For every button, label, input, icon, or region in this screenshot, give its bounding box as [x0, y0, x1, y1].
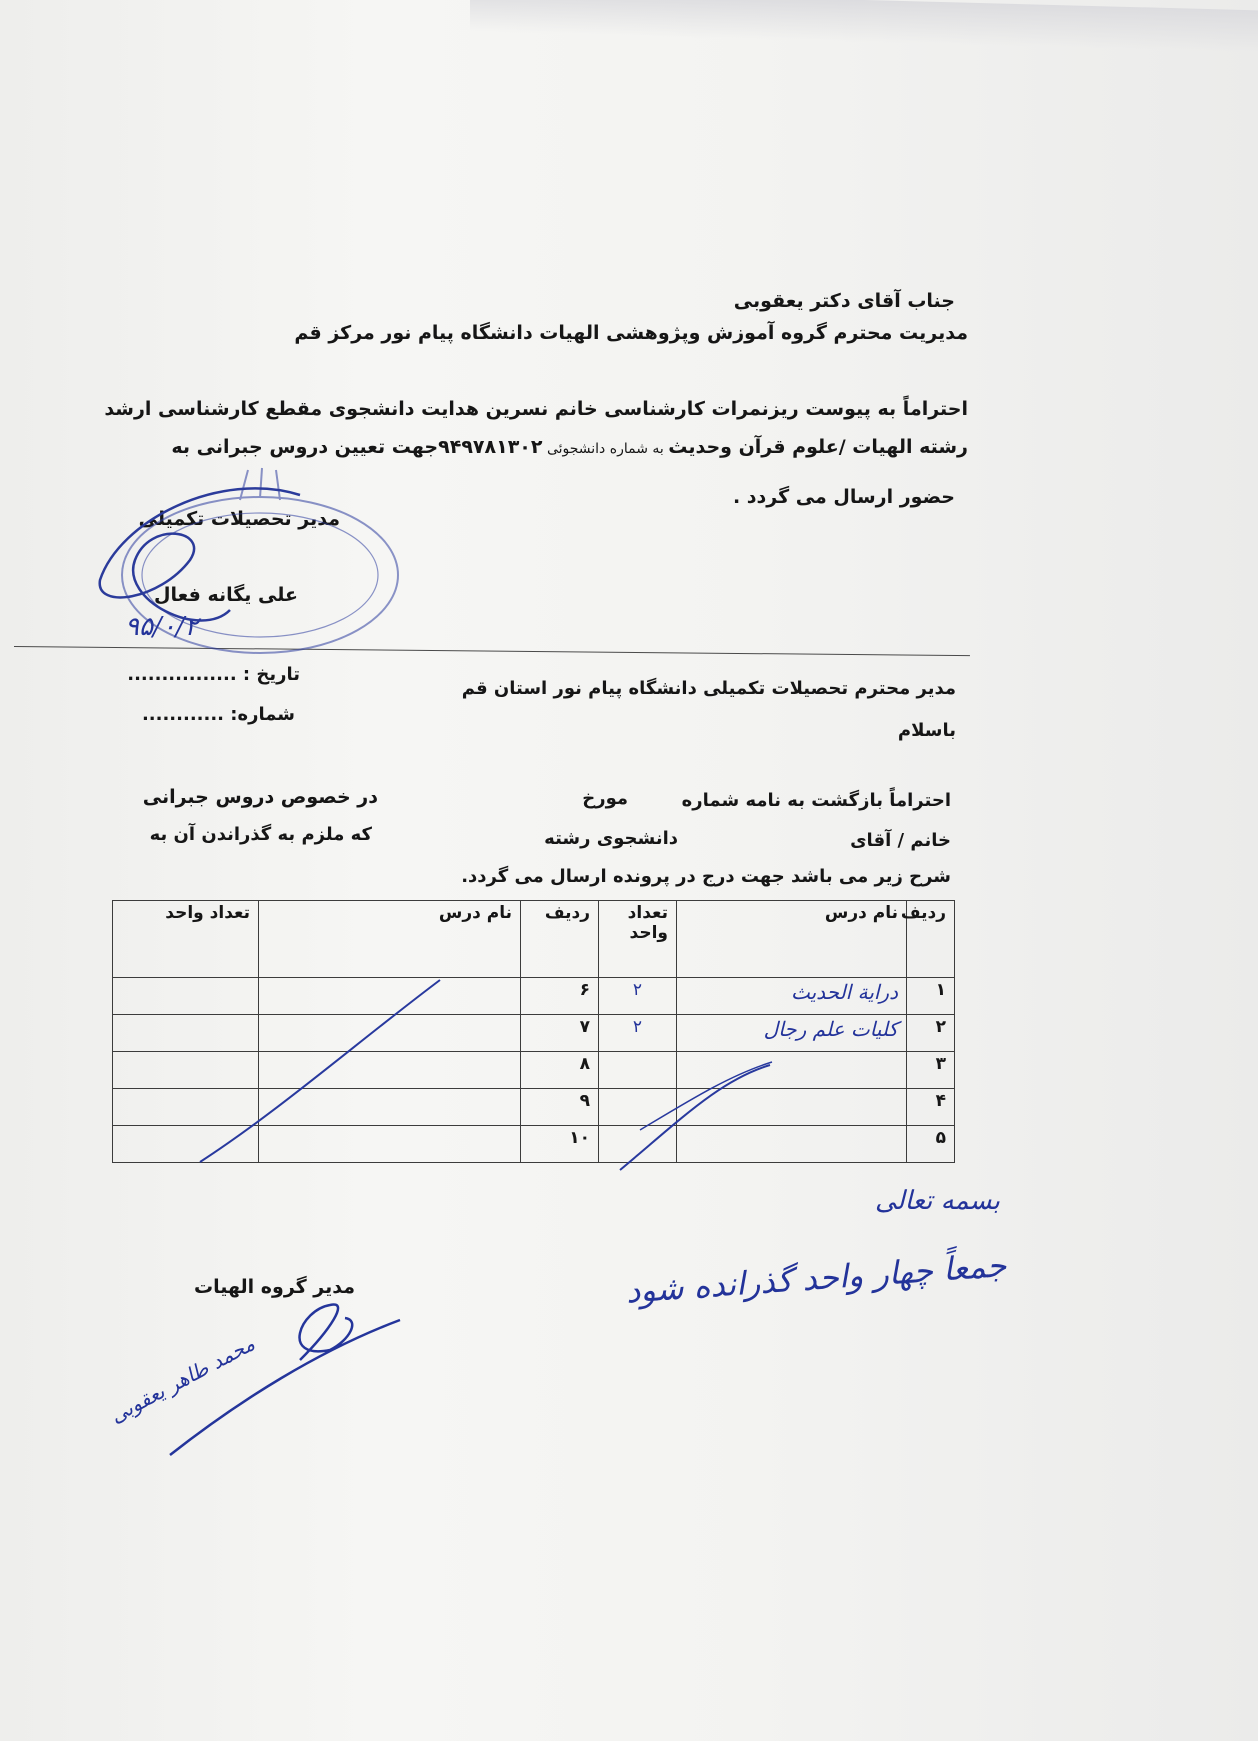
student-number-label: به شماره دانشجوئی	[542, 441, 669, 457]
reply-line-3: شرح زیر می باشد جهت درج در پرونده ارسال می گردد.	[461, 866, 951, 887]
row-number-2: ۸	[521, 1052, 599, 1089]
group-head-title: مدیر گروه الهیات	[194, 1276, 355, 1298]
table-header-row	[113, 901, 955, 978]
row-number-2: ۶	[521, 978, 599, 1015]
letter-body-line-1: احتراماً به پیوست ریزنمرات کارشناسی خانم نسرین هدایت دانشجوی مقطع کارشناسی ارشد	[104, 398, 968, 420]
course-name: درایة الحدیث	[677, 978, 907, 1015]
reply-addressee: مدیر محترم تحصیلات تکمیلی دانشگاه پیام نور استان قم	[461, 678, 956, 699]
row-number: ۵	[907, 1126, 955, 1163]
row-number: ۱	[907, 978, 955, 1015]
reply-line-1c: در خصوص دروس جبرانی	[142, 786, 378, 808]
date-field: تاریخ : ................	[127, 664, 300, 685]
course-name-2	[259, 1089, 521, 1126]
reply-line-2b: دانشجوی رشته	[544, 828, 678, 849]
reply-line-2c: که ملزم به گذراندن آن به	[149, 824, 372, 845]
reply-line-1a: احتراماً بازگشت به نامه شماره	[681, 790, 951, 811]
row-number-2: ۷	[521, 1015, 599, 1052]
letter-salutation: جناب آقای دکتر یعقوبی	[733, 290, 955, 312]
signer-title: مدیر تحصیلات تکمیلی	[138, 508, 340, 530]
course-units-2	[113, 1052, 259, 1089]
field-of-study: رشته الهیات /علوم قرآن وحدیث	[668, 436, 968, 458]
course-units-2	[113, 1126, 259, 1163]
number-field: شماره: ............	[141, 704, 295, 725]
student-number-value: ۹۴۹۷۸۱۳۰۲جهت تعیین دروس جبرانی به	[171, 436, 543, 458]
col-header-row-no-2: ردیف	[521, 901, 599, 978]
course-units: ۲	[599, 1015, 677, 1052]
course-name	[677, 1126, 907, 1163]
course-name-2	[259, 978, 521, 1015]
table-row	[113, 1015, 955, 1052]
letter-body-line-2	[171, 436, 968, 458]
handwritten-note-heading: بسمه تعالی	[875, 1186, 1000, 1216]
row-number: ۴	[907, 1089, 955, 1126]
course-name	[677, 1052, 907, 1089]
col-header-row-no: ردیف	[907, 901, 955, 978]
section-divider	[14, 646, 970, 656]
table-row	[113, 1089, 955, 1126]
letter-addressee: مدیریت محترم گروه آموزش وپژوهشی الهیات دانشگاه پیام نور مرکز قم	[294, 322, 968, 344]
course-name-2	[259, 1126, 521, 1163]
signer-name: علی یگانه فعال	[154, 584, 298, 606]
group-head-signature-name: محمد طاهر یعقوبی	[106, 1331, 259, 1428]
row-number: ۳	[907, 1052, 955, 1089]
course-name: کلیات علم رجال	[677, 1015, 907, 1052]
reply-line-1b: مورخ	[582, 788, 628, 809]
course-units-2	[113, 1089, 259, 1126]
course-name	[677, 1089, 907, 1126]
course-name-2	[259, 1052, 521, 1089]
handwritten-note-text: جمعاً چهار واحد گذرانده شود	[624, 1246, 1008, 1311]
letter-body-line-3: حضور ارسال می گردد .	[732, 486, 955, 508]
table-row	[113, 1052, 955, 1089]
page-edge-shadow	[470, 0, 1258, 52]
table-row	[113, 1126, 955, 1163]
table-row	[113, 978, 955, 1015]
col-header-course-name: نام درس	[677, 901, 907, 978]
course-units-2	[113, 1015, 259, 1052]
course-units	[599, 1089, 677, 1126]
row-number-2: ۱۰	[521, 1126, 599, 1163]
col-header-units-2: تعداد واحد	[113, 901, 259, 978]
signer-date: ۹۵/۰/۲	[125, 612, 199, 642]
col-header-course-name-2: نام درس	[259, 901, 521, 978]
reply-greeting: باسلام	[897, 720, 956, 741]
course-units-2	[113, 978, 259, 1015]
row-number: ۲	[907, 1015, 955, 1052]
col-header-units: تعداد واحد	[599, 901, 677, 978]
row-number-2: ۹	[521, 1089, 599, 1126]
course-units: ۲	[599, 978, 677, 1015]
compensatory-courses-table	[112, 900, 955, 1163]
course-name-2	[259, 1015, 521, 1052]
course-units	[599, 1052, 677, 1089]
course-units	[599, 1126, 677, 1163]
reply-line-2a: خانم / آقای	[850, 830, 951, 851]
